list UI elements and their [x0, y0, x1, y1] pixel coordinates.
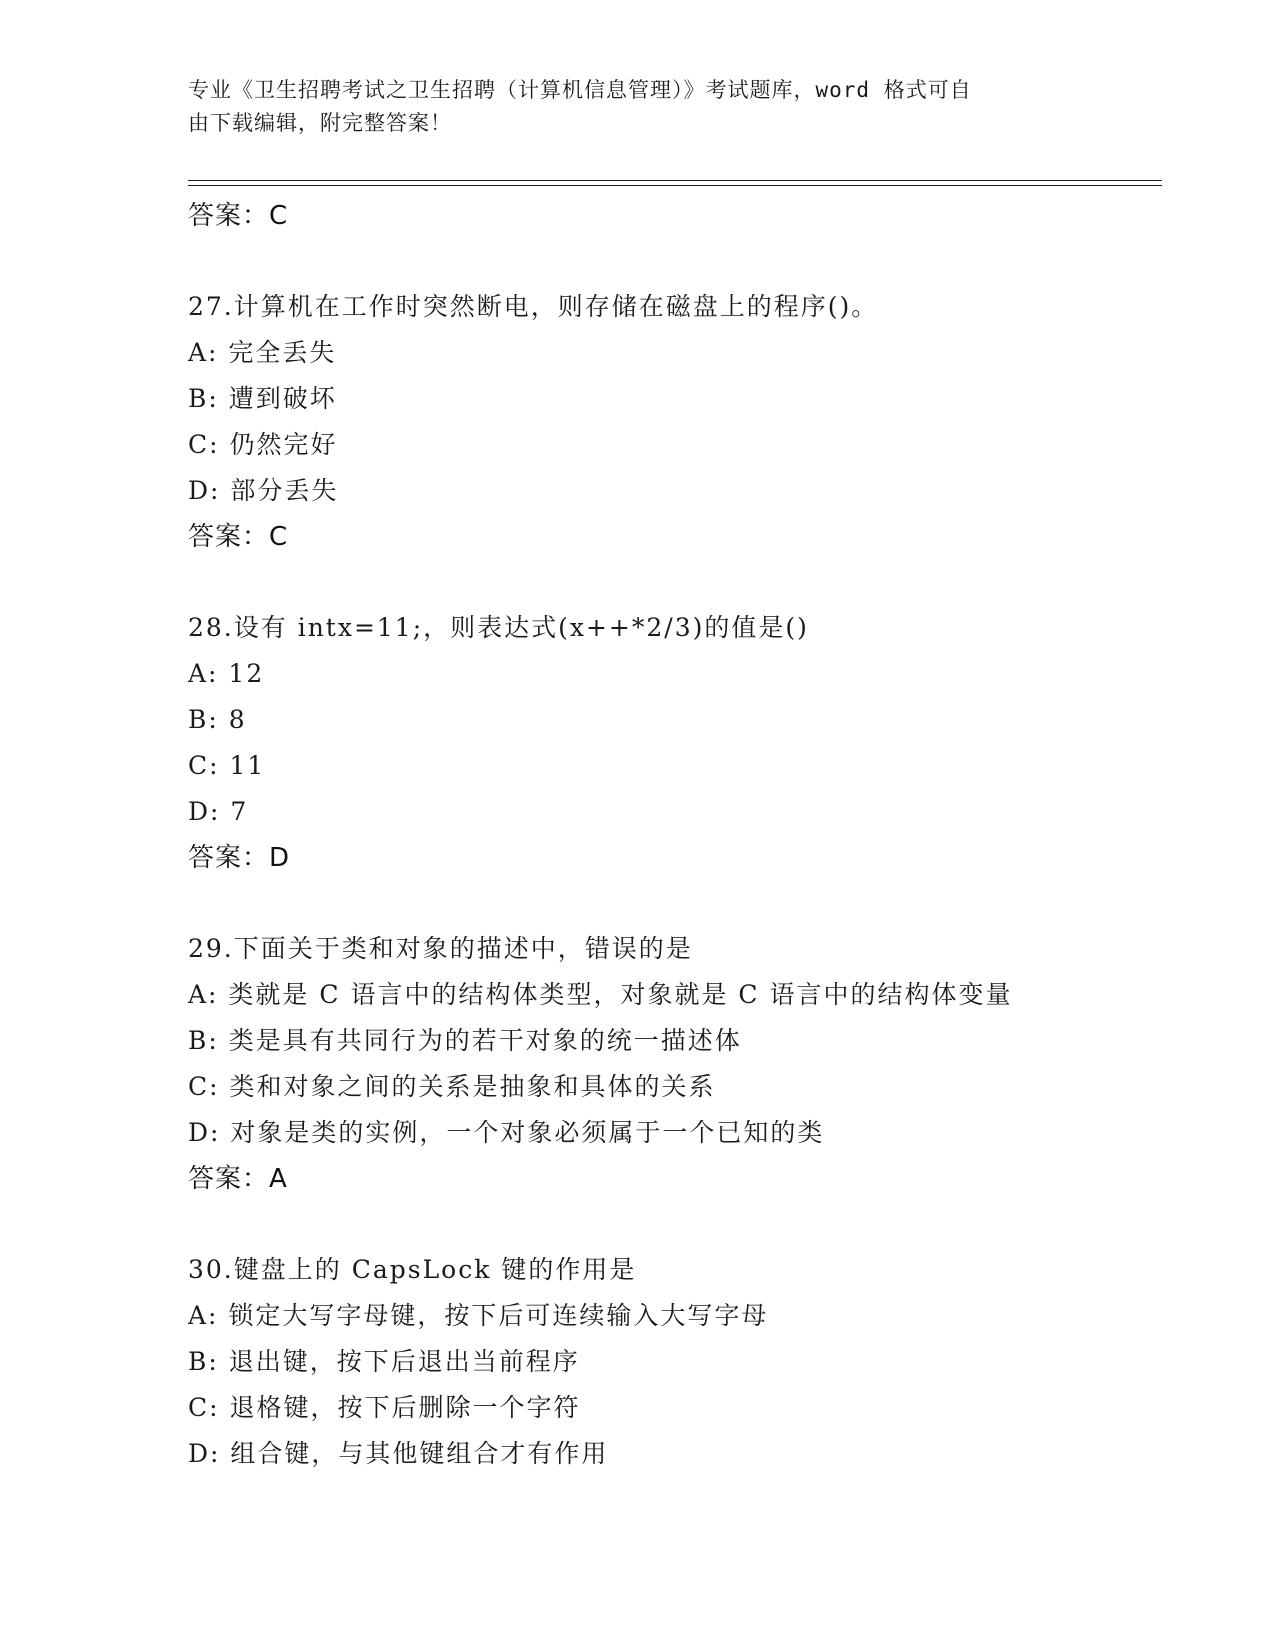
- option-d: D: 7: [188, 797, 249, 826]
- question-stem: 29.下面关于类和对象的描述中，错误的是: [188, 934, 693, 963]
- header-divider-top: [188, 180, 1162, 181]
- option-a: A: 12: [188, 659, 265, 688]
- option-d: D: 部分丢失: [188, 476, 339, 505]
- question-stem: 27.计算机在工作时突然断电，则存储在磁盘上的程序()。: [188, 292, 879, 321]
- option-b: B: 退出键，按下后退出当前程序: [188, 1347, 580, 1376]
- option-c: C: 11: [188, 751, 266, 780]
- question-27: [188, 284, 1168, 560]
- option-a: A: 锁定大写字母键，按下后可连续输入大写字母: [188, 1301, 769, 1330]
- question-29: [188, 926, 1168, 1202]
- question-28: [188, 605, 1168, 881]
- option-d: D: 组合键，与其他键组合才有作用: [188, 1439, 609, 1468]
- option-a: A: 类就是 C 语言中的结构体类型，对象就是 C 语言中的结构体变量: [188, 980, 1013, 1009]
- option-b: B: 类是具有共同行为的若干对象的统一描述体: [188, 1026, 742, 1055]
- option-c: C: 类和对象之间的关系是抽象和具体的关系: [188, 1072, 716, 1101]
- question-list: [188, 193, 1168, 1477]
- option-a: A: 完全丢失: [188, 338, 337, 367]
- header-divider-bottom: [188, 185, 1162, 186]
- document-header: [188, 74, 1068, 140]
- option-b: B: 遭到破坏: [188, 384, 337, 413]
- option-b: B: 8: [188, 705, 247, 734]
- answer: 答案：A: [188, 1164, 288, 1194]
- question-stem: 30.键盘上的 CapsLock 键的作用是: [188, 1255, 637, 1284]
- answer: 答案：D: [188, 843, 291, 873]
- header-line-2: 由下载编辑，附完整答案！: [188, 111, 452, 135]
- option-c: C: 仍然完好: [188, 430, 338, 459]
- answer: 答案：C: [188, 522, 289, 552]
- option-d: D: 对象是类的实例，一个对象必须属于一个已知的类: [188, 1118, 825, 1147]
- answer-previous: 答案：C: [188, 201, 289, 231]
- option-c: C: 退格键，按下后删除一个字符: [188, 1393, 581, 1422]
- header-line-1: 专业《卫生招聘考试之卫生招聘（计算机信息管理）》考试题库，word 格式可自: [188, 78, 972, 102]
- question-30: [188, 1247, 1168, 1477]
- question-stem: 28.设有 intx=11;，则表达式(x++*2/3)的值是(): [188, 613, 809, 642]
